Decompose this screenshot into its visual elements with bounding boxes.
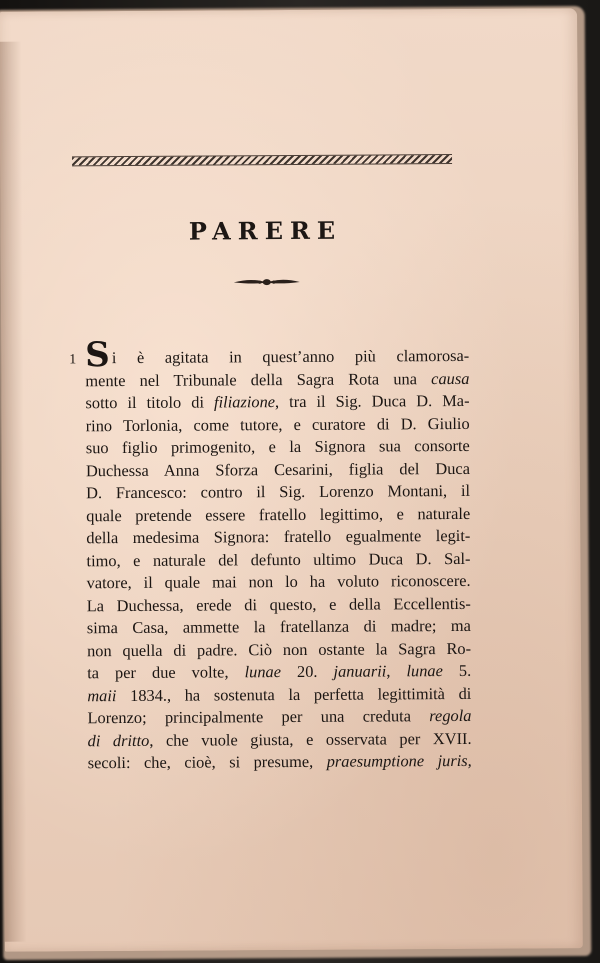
text-run: La Duchessa, erede di questo, e della Eccellentis-: [86, 593, 471, 615]
text-line: [87, 637, 471, 662]
page-binding-shade: [0, 42, 27, 942]
page-title: PARERE: [188, 215, 343, 246]
text-run: 1834., ha sostenuta la perfetta legittimità di: [116, 683, 472, 705]
italic-text: lunae: [406, 661, 443, 681]
text-run: ,: [386, 661, 407, 681]
text-run: non quella di padre. Ciò non ostante la Sagra Ro-: [86, 638, 472, 660]
text-run: sotto il titolo di: [85, 392, 215, 413]
text-line: [87, 705, 471, 730]
text-line: [87, 592, 471, 617]
body-paragraph: [69, 335, 472, 775]
text-line: [88, 727, 472, 752]
drop-cap: S: [85, 335, 110, 376]
text-run: timo, e naturale del defunto ultimo Duca D. Sal-: [86, 548, 471, 570]
text-run: i è agitata in quest’anno più clamorosa-: [111, 345, 470, 368]
italic-text: regola: [429, 705, 472, 726]
italic-text: maii: [87, 685, 117, 705]
text-run: , tra il Sig. Duca D. Ma-: [274, 390, 470, 412]
text-line: [87, 682, 471, 707]
text-run: D. Francesco: contro il Sig. Lorenzo Montani, il: [86, 480, 471, 503]
italic-text: januarii: [333, 661, 387, 681]
text-line: [69, 335, 470, 376]
text-line: [86, 480, 470, 505]
italic-text: filiazione: [213, 392, 276, 412]
text-run: ta per due volte,: [87, 662, 245, 683]
text-line: [87, 660, 471, 685]
text-run: rino Torlonia, come tutore, e curatore di D. Giulio: [85, 413, 470, 435]
text-run: mente nel Tribunale della Sagra Rota una: [85, 368, 432, 390]
text-line: [86, 412, 470, 437]
text-run: sima Casa, ammette la fratellanza di madre; ma: [86, 615, 471, 638]
text-run: Duchessa Anna Sforza Cesarini, figlia del Duca: [85, 458, 470, 480]
text-run: secoli: che, cioè, si presume,: [87, 751, 327, 773]
text-line: [86, 435, 470, 460]
italic-text: lunae: [244, 662, 282, 682]
italic-text: causa: [431, 368, 470, 388]
text-run: suo figlio primogenito, e la Signora sua consorte: [85, 435, 470, 458]
text-line: [85, 367, 469, 392]
text-line: [86, 525, 470, 550]
text-run: quale pretende essere fratello legittimo, e naturale: [86, 503, 471, 525]
text-line: [88, 750, 472, 775]
text-run: della medesima Signora: fratello egualmente legit-: [86, 525, 471, 548]
text-run: 5.: [442, 660, 472, 681]
text-line: [86, 457, 470, 482]
text-run: vatore, il quale mai non lo ha voluto riconoscere.: [86, 570, 471, 593]
text-run: , che vuole giusta, e osservata per XVII.: [149, 728, 472, 750]
text-line: [87, 615, 471, 640]
paragraph-number: 1: [69, 352, 77, 368]
text-line: [86, 502, 470, 527]
decorative-rule: [72, 154, 452, 166]
text-line: [87, 570, 471, 595]
text-line: [85, 390, 469, 415]
text-run: 20.: [280, 661, 334, 682]
italic-text: di dritto: [87, 730, 150, 750]
ornament-flourish-icon: [232, 275, 302, 289]
text-run: Lorenzo; principalmente per una creduta: [87, 706, 430, 728]
text-line: [86, 547, 470, 572]
document-page: [0, 8, 583, 952]
italic-text: praesumptione juris,: [326, 750, 472, 771]
